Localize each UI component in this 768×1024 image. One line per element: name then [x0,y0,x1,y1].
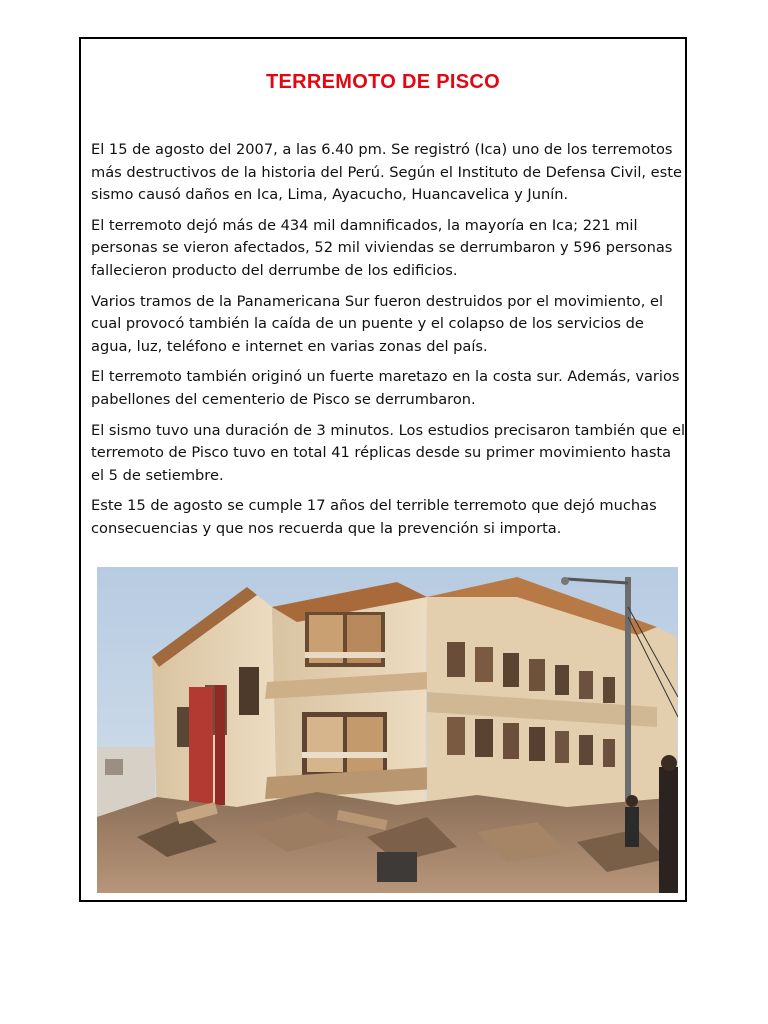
paragraph: El terremoto también originó un fuerte maretazo en la costa sur. Además, varios pabellones del cementerio de Pisco se derrumbaron. [91,368,680,408]
document-frame [79,37,687,902]
paragraph: Este 15 de agosto se cumple 17 años del terrible terremoto que dejó muchas consecuencias y que nos recuerda que la prevención si importa. [91,497,657,537]
document-body [91,139,687,549]
paragraph: El sismo tuvo una duración de 3 minutos. Los estudios precisaron también que el terremoto de Pisco tuvo en total 41 réplicas desde su primer movimiento hasta el 5 de setiembre. [91,421,686,484]
paragraph: Varios tramos de la Panamericana Sur fueron destruidos por el movimiento, el cual provocó también la caída de un puente y el colapso de los servicios de agua, luz, teléfono e internet en varias zonas del país. [91,292,664,355]
document-title: TERREMOTO DE PISCO [266,71,500,93]
paragraph: El 15 de agosto del 2007, a las 6.40 pm. Se registró (Ica) uno de los terremotos más destructivos de la historia del Perú. Según el Instituto de Defensa Civil, este sismo causó daños en Ica, Lima, Ayacucho, Huancavelica y Junín. [91,141,682,204]
collapsed-building-photo [97,567,678,893]
paragraph: El terremoto dejó más de 434 mil damnificados, la mayoría en Ica; 221 mil personas se vieron afectados, 52 mil viviendas se derrumbaron y 596 personas fallecieron producto del derrumbe de los edificios. [91,216,673,279]
